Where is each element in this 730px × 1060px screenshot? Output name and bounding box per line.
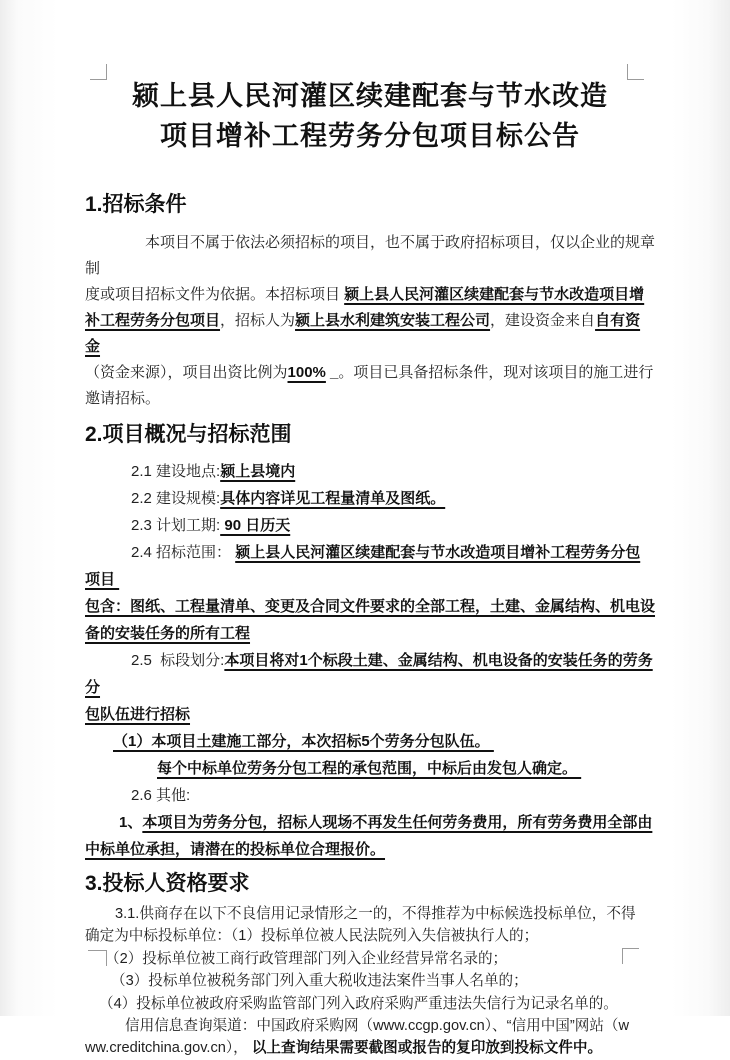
text-segment: 项目增补工程劳务分包项目标公告 (160, 121, 580, 151)
text-line (85, 728, 655, 755)
text-line (85, 230, 655, 282)
text-line (85, 1015, 655, 1037)
section-heading (85, 190, 655, 220)
text-line (85, 116, 655, 156)
paragraph (85, 458, 655, 863)
text-segment: 3.1.供商存在以下不良信用记录情形之一的，不得推荐为中标候选投标单位，不得 (115, 906, 636, 922)
text-segment: （资金来源），项目出资比例为 (85, 364, 288, 381)
text-segment: 2.4 招标范围： (131, 544, 236, 561)
text-segment: （3）投标单位被税务部门列入重大税收违法案件当事人名单的； (111, 973, 528, 990)
text-line (85, 782, 655, 809)
text-segment: 本项目不属于依法必须招标的项目，也不属于政府招标项目，仅以企业的规章制 (85, 234, 656, 277)
text-segment: 颍上县人民河灌区续建配套与节水改造项目增补工程劳务分包项目 (85, 544, 641, 588)
text-segment: 颍上县人民河灌区续建配套与节水改造项目增 (344, 286, 645, 303)
text-line (85, 948, 655, 970)
text-segment: （2）投标单位被工商行政管理部门列入企业经营异常名录的； (105, 950, 508, 967)
document-content (85, 64, 655, 1060)
text-line (85, 308, 655, 360)
text-segment: 具体内容详见工程量清单及图纸。 (220, 490, 446, 507)
text-line (85, 282, 655, 308)
text-segment: 自有资金 (85, 312, 641, 355)
text-segment: 2.2 建设规模: (131, 490, 221, 507)
text-segment: 邀请招标。 (85, 390, 161, 407)
text-segment: 1、 (119, 814, 143, 831)
text-segment: 本项目将对1个标段土建、金属结构、机电设备的安装任务的劳务分 (85, 652, 653, 696)
text-segment: 3.投标人资格要求 (85, 872, 250, 895)
text-segment: 包含：图纸、工程量清单、变更及合同文件要求的全部工程，土建、金属结构、机电设 (85, 598, 656, 615)
text-line (85, 809, 655, 836)
text-line (85, 755, 655, 782)
text-segment: ，建设资金来自 (490, 312, 596, 329)
text-segment: ww.creditchina.gov.cn）， (85, 1040, 252, 1057)
text-line (85, 458, 655, 485)
text-line (85, 485, 655, 512)
text-segment: 1.招标条件 (85, 193, 187, 216)
text-line (85, 539, 655, 593)
text-segment: 备的安装任务的所有工程 (85, 625, 251, 642)
text-segment: 颍上县境内 (220, 463, 296, 480)
text-segment: 2.项目概况与招标范围 (85, 423, 292, 446)
text-segment: 本项目为劳务分包，招标人现场不再发生任何劳务费用，所有劳务费用全部由 (142, 814, 653, 831)
text-line (85, 76, 655, 116)
text-segment: 信用信息查询渠道：中国政府采购网（www.ccgp.gov.cn）、“信用中国”网站（w (125, 1018, 630, 1035)
text-segment: （4）投标单位被政府采购监管部门列入政府采购严重违法失信行为记录名单的。 (99, 995, 618, 1012)
text-segment: （1）本项目土建施工部分，本次招标5个劳务分包队伍。 (113, 733, 494, 750)
text-line (85, 620, 655, 647)
text-line (85, 386, 655, 412)
text-segment: _ (325, 364, 339, 381)
text-segment: 。项目已具备招标条件，现对该项目的施工进行 (338, 364, 654, 381)
text-segment: 确定为中标投标单位：（1）投标单位被人民法院列入失信被执行人的； (85, 928, 539, 945)
text-line (85, 925, 655, 947)
paragraph (85, 903, 655, 1060)
text-segment: 补工程劳务分包项目 (85, 312, 221, 329)
text-line (85, 593, 655, 620)
text-line (85, 420, 655, 450)
text-segment: 2.3 计划工期: (131, 517, 221, 534)
text-segment: 100% (287, 364, 326, 381)
text-line (85, 1037, 655, 1059)
text-line (85, 836, 655, 863)
section-heading (85, 420, 655, 450)
text-line (85, 903, 655, 925)
text-segment: 2.5 标段划分: (131, 652, 225, 669)
text-segment: 以上查询结果需要截图或报告的复印放到投标文件中。 (251, 1040, 603, 1057)
text-segment: 每个中标单位劳务分包工程的承包范围，中标后由发包人确定。 (157, 760, 582, 777)
paragraph (85, 230, 655, 412)
text-line (85, 190, 655, 220)
text-line (85, 701, 655, 728)
text-segment: 颍上县水利建筑安装工程公司 (295, 312, 491, 329)
text-segment: 度或项目招标文件为依据。本招标项目 (85, 286, 345, 303)
text-segment: 90 日历天 (220, 517, 291, 534)
document-title (85, 76, 655, 156)
text-segment: 颍上县人民河灌区续建配套与节水改造 (132, 81, 608, 111)
section-heading (85, 869, 655, 899)
text-line (85, 993, 655, 1015)
text-segment: 2.6 其他: (131, 787, 191, 804)
text-line (85, 647, 655, 701)
text-segment: 中标单位承担，请潜在的投标单位合理报价。 (85, 841, 386, 858)
text-line (85, 512, 655, 539)
text-segment: 包队伍进行招标 (85, 706, 191, 723)
text-segment: ，招标人为 (220, 312, 296, 329)
text-line (85, 869, 655, 899)
text-line (85, 970, 655, 992)
text-line (85, 360, 655, 386)
text-segment: 2.1 建设地点: (131, 463, 221, 480)
